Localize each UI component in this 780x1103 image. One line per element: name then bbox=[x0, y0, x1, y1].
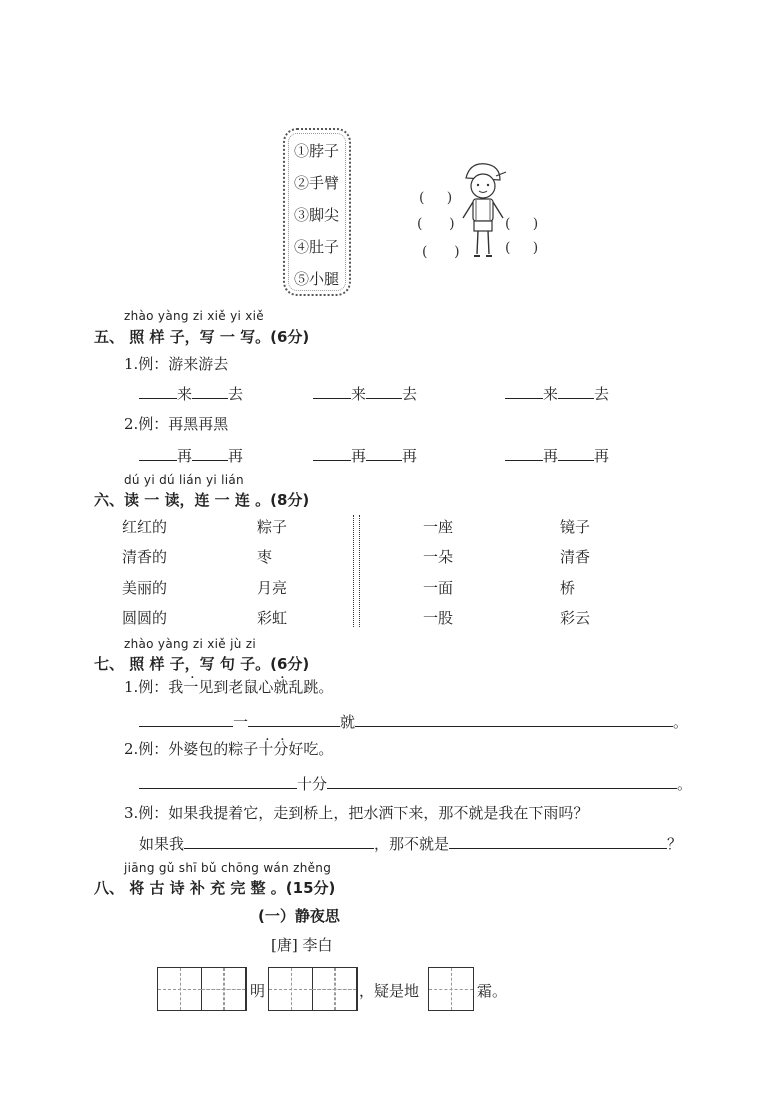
match-item[interactable]: 粽子 bbox=[257, 518, 288, 536]
match-item[interactable]: 桥 bbox=[560, 579, 576, 597]
sentence-fill-row[interactable]: 如果我 ，那不就是 ？ bbox=[139, 835, 683, 853]
fill-row[interactable]: 再 再 bbox=[139, 445, 243, 466]
sentence-fill-row[interactable]: 十分 。 bbox=[139, 773, 692, 794]
poem-text: 明 bbox=[250, 982, 266, 1000]
section5-pinyin: zhào yàng zi xiě yi xiě bbox=[124, 309, 264, 323]
match-item[interactable]: 一面 bbox=[423, 579, 454, 597]
fill-row[interactable]: 来 去 bbox=[505, 383, 609, 404]
section5-example1: 1.例：游来游去 bbox=[124, 355, 229, 373]
fill-row[interactable]: 来 去 bbox=[313, 383, 417, 404]
match-item[interactable]: 彩虹 bbox=[257, 609, 288, 627]
match-item[interactable]: 一座 bbox=[423, 518, 454, 536]
match-item[interactable]: 镜子 bbox=[560, 518, 591, 536]
match-item[interactable]: 美丽的 bbox=[122, 579, 168, 597]
match-item[interactable]: 一股 bbox=[423, 609, 454, 627]
section7-example1: 1.例：我一见到老鼠心就乱跳。 bbox=[124, 678, 334, 696]
poem-text: 霜。 bbox=[477, 982, 508, 1000]
poem-title: (一）静夜思 bbox=[258, 907, 340, 925]
fill-row[interactable]: 来 去 bbox=[139, 383, 243, 404]
body-part-item: ①脖子 bbox=[294, 142, 340, 160]
answer-paren[interactable]: ( ) bbox=[505, 240, 539, 256]
match-item[interactable]: 红红的 bbox=[122, 518, 168, 536]
body-part-item: ③脚尖 bbox=[294, 206, 340, 224]
section6-pinyin: dú yi dú lián yi lián bbox=[124, 473, 244, 487]
section7-example3: 3.例：如果我提着它，走到桥上，把水洒下来，那不就是我在下雨吗？ bbox=[124, 804, 589, 822]
answer-paren[interactable]: ( ) bbox=[422, 244, 460, 260]
section7-heading: 七、 照 样 子，写 句 子。(6分) bbox=[94, 655, 310, 673]
character-grid[interactable] bbox=[428, 967, 474, 1011]
match-item[interactable]: 月亮 bbox=[257, 579, 288, 597]
section8-heading: 八、 将 古 诗 补 充 完 整 。(15分) bbox=[94, 879, 336, 897]
poem-author: [唐] 李白 bbox=[271, 936, 333, 954]
section6-heading: 六、读 一 读，连 一 连 。(8分) bbox=[94, 491, 310, 509]
answer-paren[interactable]: ( ) bbox=[417, 216, 455, 232]
match-item[interactable]: 清香 bbox=[560, 548, 591, 566]
character-grid[interactable] bbox=[312, 967, 357, 1011]
section5-example2: 2.例：再黑再黑 bbox=[124, 415, 229, 433]
match-item[interactable]: 彩云 bbox=[560, 609, 591, 627]
section7-pinyin: zhào yàng zi xiě jù zi bbox=[124, 637, 256, 651]
answer-paren[interactable]: ( ) bbox=[505, 216, 539, 232]
match-item[interactable]: 枣 bbox=[257, 548, 273, 566]
match-item[interactable]: 圆圆的 bbox=[122, 609, 168, 627]
section5-heading: 五、 照 样 子，写 一 写。(6分) bbox=[94, 328, 310, 346]
body-part-item: ⑤小腿 bbox=[294, 270, 340, 288]
match-item[interactable]: 清香的 bbox=[122, 548, 168, 566]
poem-text: ，疑是地 bbox=[359, 982, 420, 1000]
character-grid[interactable] bbox=[201, 967, 246, 1011]
body-part-item: ②手臂 bbox=[294, 174, 340, 192]
sentence-fill-row[interactable]: 一 就 。 bbox=[139, 711, 688, 732]
section7-example2: 2.例：外婆包的粽子十分好吃。 bbox=[124, 740, 334, 758]
body-part-item: ④肚子 bbox=[294, 238, 340, 256]
match-item[interactable]: 一朵 bbox=[423, 548, 454, 566]
fill-row[interactable]: 再 再 bbox=[313, 445, 417, 466]
answer-paren[interactable]: ( ) bbox=[419, 190, 453, 206]
match-divider bbox=[353, 515, 360, 627]
fill-row[interactable]: 再 再 bbox=[505, 445, 609, 466]
section8-pinyin: jiāng gǔ shī bǔ chōng wán zhěng bbox=[124, 861, 332, 875]
